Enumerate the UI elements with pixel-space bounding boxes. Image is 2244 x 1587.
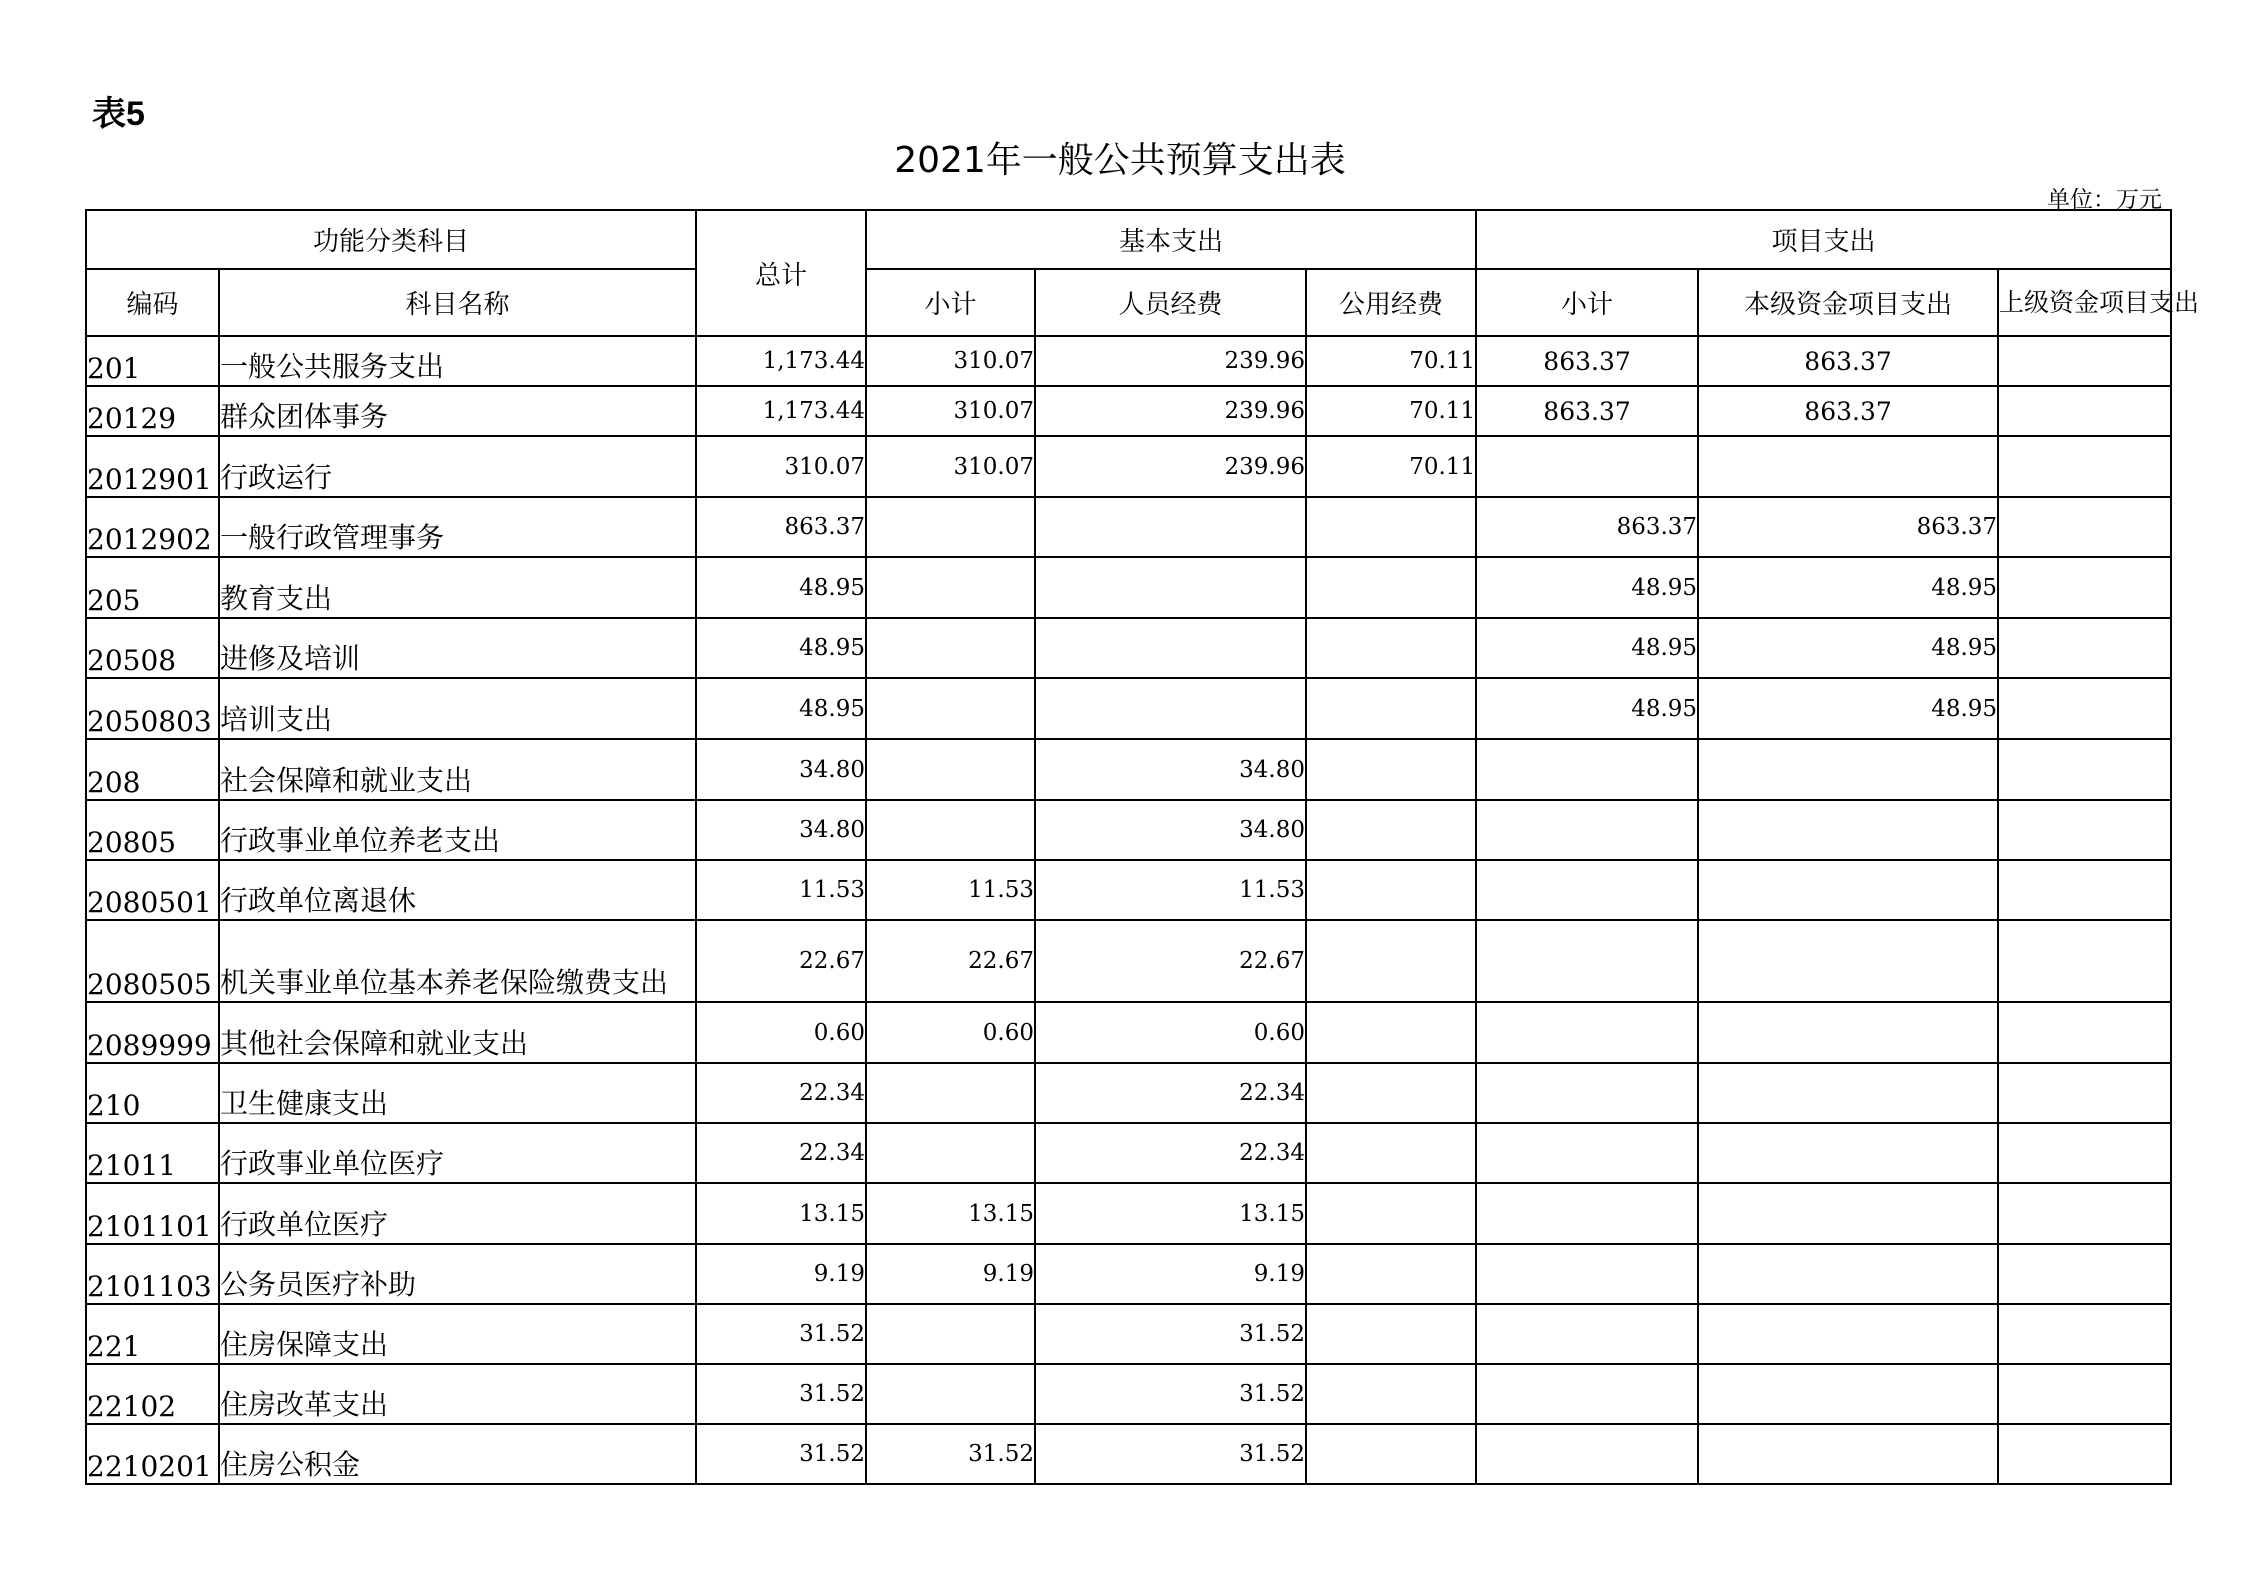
cell-total: 22.34: [696, 1063, 866, 1123]
cell-total: 22.34: [696, 1123, 866, 1183]
cell-public: [1306, 1244, 1476, 1304]
cell-basic-subtotal: 13.15: [866, 1183, 1035, 1244]
cell-basic-subtotal: [866, 557, 1035, 618]
cell-upper-project: [1998, 739, 2171, 800]
cell-personnel: [1035, 618, 1306, 678]
cell-code: 20508: [86, 618, 219, 678]
cell-basic-subtotal: 310.07: [866, 386, 1035, 436]
cell-public: [1306, 920, 1476, 1002]
cell-total: 1,173.44: [696, 336, 866, 386]
cell-name: 一般行政管理事务: [219, 497, 696, 557]
cell-total: 31.52: [696, 1304, 866, 1364]
cell-personnel: 0.60: [1035, 1002, 1306, 1063]
cell-project-subtotal: [1476, 1424, 1698, 1484]
cell-public: 70.11: [1306, 336, 1476, 386]
cell-name: 教育支出: [219, 557, 696, 618]
cell-local-project: [1698, 800, 1998, 860]
cell-personnel: 34.80: [1035, 800, 1306, 860]
cell-project-subtotal: [1476, 1063, 1698, 1123]
cell-local-project: 863.37: [1698, 386, 1998, 436]
cell-total: 11.53: [696, 860, 866, 920]
table-label: 表5: [92, 95, 145, 133]
cell-name: 机关事业单位基本养老保险缴费支出: [219, 920, 696, 1002]
cell-code: 221: [86, 1304, 219, 1364]
cell-basic-subtotal: [866, 618, 1035, 678]
cell-total: 31.52: [696, 1364, 866, 1424]
header-project-subtotal: 小计: [1476, 269, 1698, 336]
cell-name: 公务员医疗补助: [219, 1244, 696, 1304]
table-row: [86, 1002, 2171, 1063]
cell-basic-subtotal: 310.07: [866, 436, 1035, 497]
cell-basic-subtotal: [866, 800, 1035, 860]
cell-total: 1,173.44: [696, 386, 866, 436]
cell-upper-project: [1998, 1123, 2171, 1183]
table-row: [86, 386, 2171, 436]
cell-upper-project: [1998, 336, 2171, 386]
table-row: [86, 1183, 2171, 1244]
header-local-project: 本级资金项目支出: [1698, 269, 1998, 336]
cell-personnel: 34.80: [1035, 739, 1306, 800]
cell-personnel: 22.34: [1035, 1123, 1306, 1183]
cell-upper-project: [1998, 1002, 2171, 1063]
cell-basic-subtotal: 310.07: [866, 336, 1035, 386]
cell-basic-subtotal: [866, 497, 1035, 557]
cell-upper-project: [1998, 1183, 2171, 1244]
table-row: [86, 336, 2171, 386]
header-func-category: 功能分类科目: [86, 210, 696, 269]
cell-personnel: 239.96: [1035, 336, 1306, 386]
cell-project-subtotal: [1476, 800, 1698, 860]
unit-label: 单位：万元: [2047, 187, 2162, 213]
cell-code: 2012902: [86, 497, 219, 557]
cell-basic-subtotal: [866, 678, 1035, 739]
table-body: [86, 336, 2171, 1484]
cell-public: [1306, 678, 1476, 739]
cell-name: 行政单位医疗: [219, 1183, 696, 1244]
table-row: [86, 800, 2171, 860]
table-row: [86, 618, 2171, 678]
cell-upper-project: [1998, 1304, 2171, 1364]
cell-project-subtotal: 863.37: [1476, 386, 1698, 436]
cell-project-subtotal: 48.95: [1476, 618, 1698, 678]
cell-public: [1306, 1063, 1476, 1123]
table-row: [86, 1364, 2171, 1424]
header-upper-project: 上级资金项目支出: [1998, 269, 2171, 336]
cell-personnel: 11.53: [1035, 860, 1306, 920]
budget-table: [85, 209, 2200, 1485]
cell-basic-subtotal: 31.52: [866, 1424, 1035, 1484]
header-basic-subtotal: 小计: [866, 269, 1035, 336]
table-row: [86, 1244, 2171, 1304]
table-row: [86, 1424, 2171, 1484]
cell-public: [1306, 860, 1476, 920]
cell-basic-subtotal: [866, 739, 1035, 800]
cell-upper-project: [1998, 618, 2171, 678]
table-row: [86, 1063, 2171, 1123]
cell-public: 70.11: [1306, 436, 1476, 497]
cell-total: 22.67: [696, 920, 866, 1002]
table-row: [86, 860, 2171, 920]
cell-public: [1306, 1364, 1476, 1424]
cell-basic-subtotal: [866, 1123, 1035, 1183]
cell-name: 社会保障和就业支出: [219, 739, 696, 800]
cell-local-project: [1698, 1364, 1998, 1424]
cell-project-subtotal: [1476, 436, 1698, 497]
cell-total: 48.95: [696, 557, 866, 618]
cell-personnel: 31.52: [1035, 1364, 1306, 1424]
cell-code: 201: [86, 336, 219, 386]
cell-project-subtotal: [1476, 860, 1698, 920]
cell-public: [1306, 618, 1476, 678]
cell-local-project: [1698, 1244, 1998, 1304]
cell-basic-subtotal: 9.19: [866, 1244, 1035, 1304]
table-header: [86, 210, 2200, 336]
cell-local-project: [1698, 436, 1998, 497]
cell-code: 2210201: [86, 1424, 219, 1484]
cell-upper-project: [1998, 800, 2171, 860]
cell-project-subtotal: 48.95: [1476, 557, 1698, 618]
cell-local-project: [1698, 920, 1998, 1002]
cell-name: 一般公共服务支出: [219, 336, 696, 386]
cell-personnel: [1035, 557, 1306, 618]
cell-upper-project: [1998, 1364, 2171, 1424]
header-public: 公用经费: [1306, 269, 1476, 336]
cell-public: [1306, 1424, 1476, 1484]
cell-public: [1306, 1002, 1476, 1063]
cell-name: 培训支出: [219, 678, 696, 739]
cell-name: 卫生健康支出: [219, 1063, 696, 1123]
document-title: [0, 132, 2244, 183]
cell-local-project: [1698, 1424, 1998, 1484]
cell-local-project: 48.95: [1698, 557, 1998, 618]
cell-local-project: [1698, 1123, 1998, 1183]
table-row: [86, 497, 2171, 557]
cell-code: 2101101: [86, 1183, 219, 1244]
cell-local-project: 48.95: [1698, 618, 1998, 678]
cell-basic-subtotal: [866, 1063, 1035, 1123]
cell-personnel: 239.96: [1035, 386, 1306, 436]
cell-local-project: 863.37: [1698, 497, 1998, 557]
header-name: 科目名称: [219, 269, 696, 336]
cell-personnel: [1035, 497, 1306, 557]
cell-project-subtotal: [1476, 1244, 1698, 1304]
cell-name: 住房公积金: [219, 1424, 696, 1484]
cell-code: 2080505: [86, 920, 219, 1002]
cell-name: 行政事业单位养老支出: [219, 800, 696, 860]
cell-name: 行政事业单位医疗: [219, 1123, 696, 1183]
cell-local-project: [1698, 1063, 1998, 1123]
cell-public: [1306, 1304, 1476, 1364]
cell-personnel: 22.34: [1035, 1063, 1306, 1123]
cell-local-project: 863.37: [1698, 336, 1998, 386]
cell-total: 34.80: [696, 739, 866, 800]
cell-code: 2080501: [86, 860, 219, 920]
header-row-1: [86, 210, 2171, 269]
cell-code: 2012901: [86, 436, 219, 497]
cell-local-project: 48.95: [1698, 678, 1998, 739]
cell-personnel: 9.19: [1035, 1244, 1306, 1304]
cell-total: 863.37: [696, 497, 866, 557]
header-total: 总计: [696, 210, 866, 336]
table-row: [86, 678, 2171, 739]
cell-upper-project: [1998, 1063, 2171, 1123]
cell-name: 行政单位离退休: [219, 860, 696, 920]
cell-upper-project: [1998, 1244, 2171, 1304]
cell-personnel: 22.67: [1035, 920, 1306, 1002]
cell-personnel: [1035, 678, 1306, 739]
cell-upper-project: [1998, 860, 2171, 920]
cell-code: 2101103: [86, 1244, 219, 1304]
table-row: [86, 436, 2171, 497]
cell-project-subtotal: 863.37: [1476, 336, 1698, 386]
table-row: [86, 920, 2171, 1002]
cell-public: [1306, 800, 1476, 860]
cell-project-subtotal: 863.37: [1476, 497, 1698, 557]
cell-local-project: [1698, 1304, 1998, 1364]
cell-public: [1306, 1183, 1476, 1244]
cell-basic-subtotal: 0.60: [866, 1002, 1035, 1063]
cell-basic-subtotal: [866, 1304, 1035, 1364]
cell-total: 48.95: [696, 618, 866, 678]
cell-name: 住房保障支出: [219, 1304, 696, 1364]
cell-personnel: 31.52: [1035, 1304, 1306, 1364]
table-row: [86, 557, 2171, 618]
cell-personnel: 31.52: [1035, 1424, 1306, 1484]
cell-basic-subtotal: [866, 1364, 1035, 1424]
cell-code: 22102: [86, 1364, 219, 1424]
cell-name: 群众团体事务: [219, 386, 696, 436]
cell-public: 70.11: [1306, 386, 1476, 436]
cell-basic-subtotal: 11.53: [866, 860, 1035, 920]
cell-project-subtotal: 48.95: [1476, 678, 1698, 739]
cell-name: 住房改革支出: [219, 1364, 696, 1424]
cell-code: 208: [86, 739, 219, 800]
document-title-text: 2021年一般公共预算支出表: [894, 140, 1346, 181]
cell-project-subtotal: [1476, 1123, 1698, 1183]
cell-code: 210: [86, 1063, 219, 1123]
cell-public: [1306, 1123, 1476, 1183]
cell-project-subtotal: [1476, 1304, 1698, 1364]
cell-project-subtotal: [1476, 1002, 1698, 1063]
cell-upper-project: [1998, 1424, 2171, 1484]
cell-project-subtotal: [1476, 739, 1698, 800]
cell-basic-subtotal: 22.67: [866, 920, 1035, 1002]
cell-total: 13.15: [696, 1183, 866, 1244]
cell-total: 34.80: [696, 800, 866, 860]
table-row: [86, 1304, 2171, 1364]
cell-local-project: [1698, 739, 1998, 800]
cell-code: 2089999: [86, 1002, 219, 1063]
table-row: [86, 739, 2171, 800]
cell-upper-project: [1998, 386, 2171, 436]
cell-project-subtotal: [1476, 1364, 1698, 1424]
cell-upper-project: [1998, 557, 2171, 618]
cell-upper-project: [1998, 678, 2171, 739]
cell-total: 310.07: [696, 436, 866, 497]
cell-project-subtotal: [1476, 920, 1698, 1002]
header-project-expenditure: 项目支出: [1476, 210, 2171, 269]
cell-project-subtotal: [1476, 1183, 1698, 1244]
header-basic-expenditure: 基本支出: [866, 210, 1476, 269]
cell-code: 21011: [86, 1123, 219, 1183]
cell-local-project: [1698, 1183, 1998, 1244]
cell-code: 205: [86, 557, 219, 618]
cell-local-project: [1698, 1002, 1998, 1063]
table-row: [86, 1123, 2171, 1183]
cell-personnel: 239.96: [1035, 436, 1306, 497]
cell-upper-project: [1998, 497, 2171, 557]
header-code: 编码: [86, 269, 219, 336]
cell-public: [1306, 557, 1476, 618]
cell-name: 行政运行: [219, 436, 696, 497]
cell-total: 48.95: [696, 678, 866, 739]
cell-public: [1306, 739, 1476, 800]
cell-local-project: [1698, 860, 1998, 920]
cell-public: [1306, 497, 1476, 557]
cell-name: 进修及培训: [219, 618, 696, 678]
cell-upper-project: [1998, 920, 2171, 1002]
cell-total: 0.60: [696, 1002, 866, 1063]
header-personnel: 人员经费: [1035, 269, 1306, 336]
cell-code: 20805: [86, 800, 219, 860]
cell-code: 20129: [86, 386, 219, 436]
cell-total: 31.52: [696, 1424, 866, 1484]
cell-code: 2050803: [86, 678, 219, 739]
cell-name: 其他社会保障和就业支出: [219, 1002, 696, 1063]
cell-total: 9.19: [696, 1244, 866, 1304]
header-row-2: [86, 269, 2171, 336]
cell-upper-project: [1998, 436, 2171, 497]
cell-personnel: 13.15: [1035, 1183, 1306, 1244]
